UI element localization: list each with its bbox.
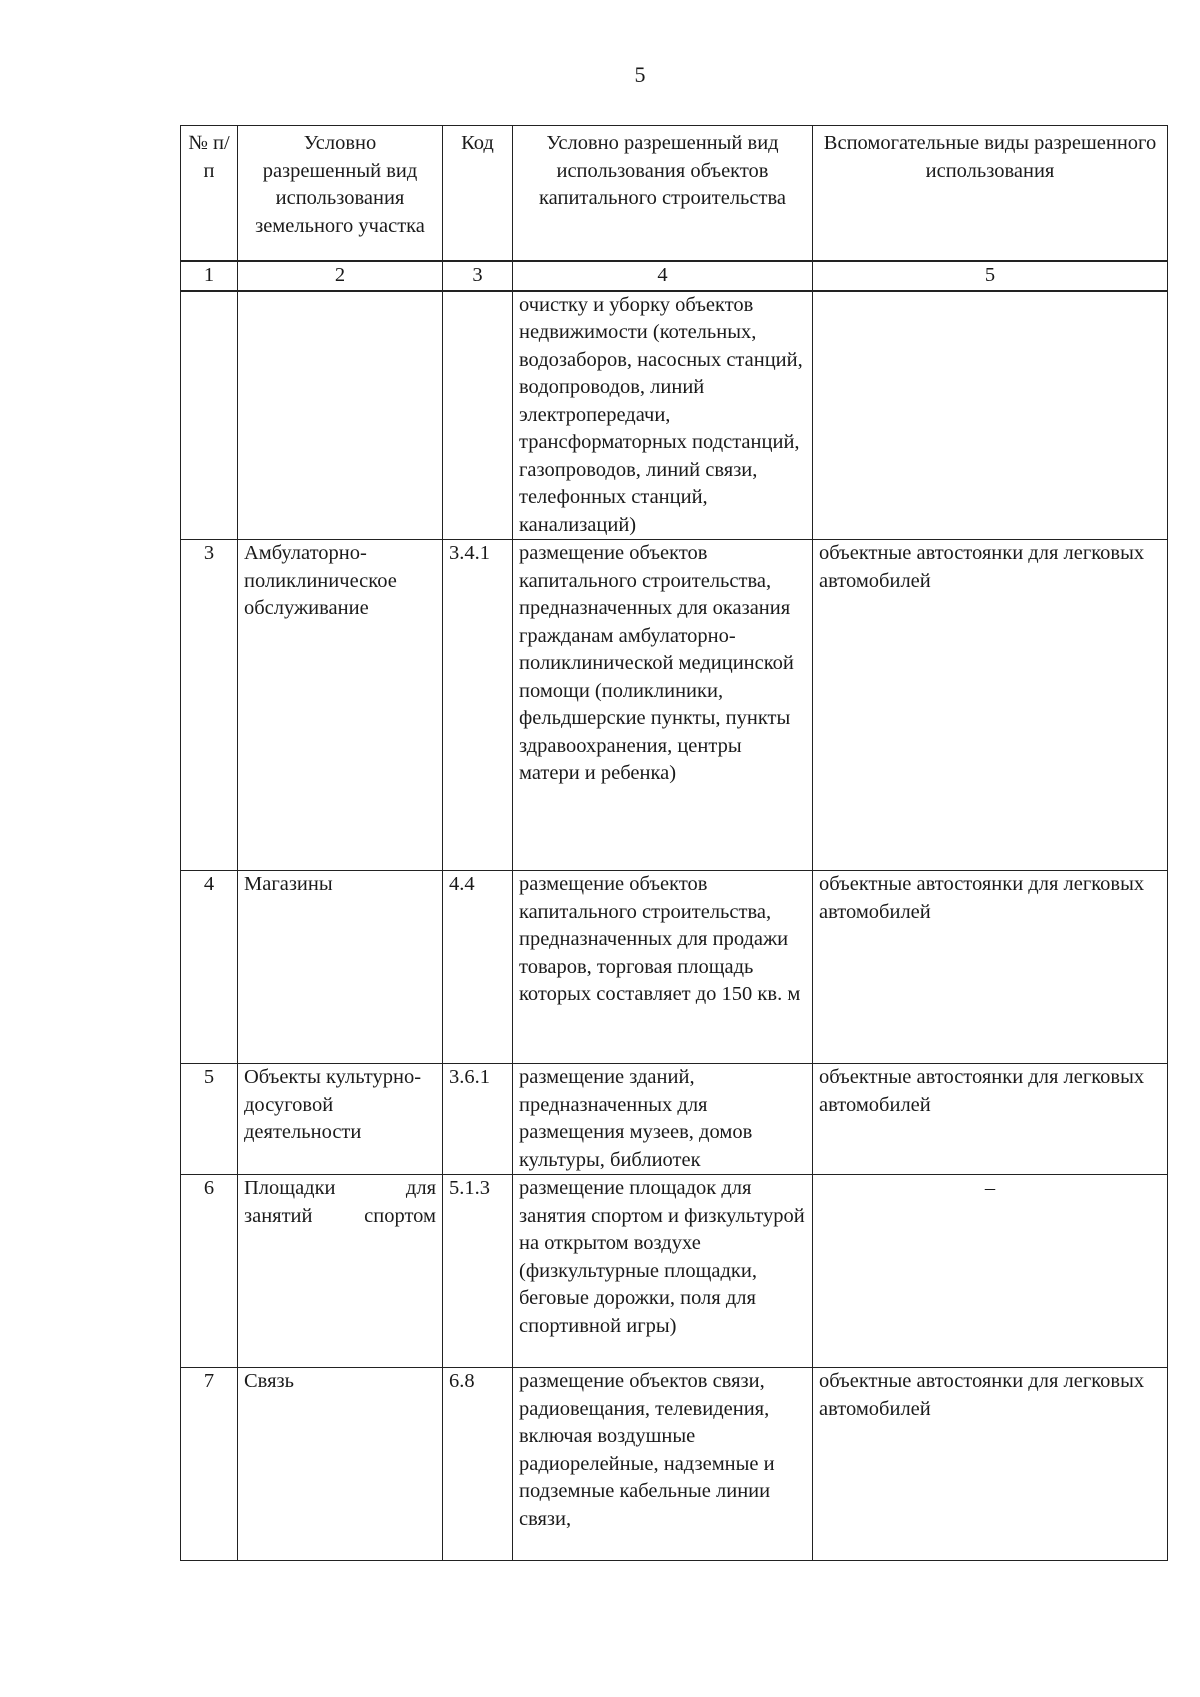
header-number: № п/п [181, 126, 238, 262]
table-row [181, 540, 1168, 871]
building-use-cell: очистку и уборку объектов недвижимости (котельных, водозаборов, насосных станций, водопроводов, линий электропередачи, трансформаторных подстанций, газопроводов, линий связи, телефонных станций, канализаций) [513, 291, 813, 540]
row-number: 6 [181, 1175, 238, 1368]
row-number [181, 291, 238, 540]
table-header-row [181, 126, 1168, 262]
code-cell: 3.6.1 [443, 1064, 513, 1175]
building-use-cell: размещение зданий, предназначенных для размещения музеев, домов культуры, библиотек [513, 1064, 813, 1175]
code-cell: 3.4.1 [443, 540, 513, 871]
column-number: 3 [443, 261, 513, 291]
land-use-cell: Объекты культурно-досуговой деятельности [238, 1064, 443, 1175]
land-use-cell: Магазины [238, 871, 443, 1064]
land-use-cell [238, 291, 443, 540]
column-number-row [181, 261, 1168, 291]
auxiliary-cell [813, 291, 1168, 540]
header-auxiliary: Вспомогательные виды разрешенного использования [813, 126, 1168, 262]
building-use-cell: размещение объектов связи, радиовещания, телевидения, включая воздушные радиорелейные, надземные и подземные кабельные линии связи, [513, 1368, 813, 1561]
code-cell: 5.1.3 [443, 1175, 513, 1368]
header-land-use: Условно разрешенный вид использования земельного участка [238, 126, 443, 262]
auxiliary-cell [813, 1175, 1168, 1368]
header-building-use: Условно разрешенный вид использования объектов капитального строительства [513, 126, 813, 262]
column-number: 2 [238, 261, 443, 291]
table-row [181, 291, 1168, 540]
table-row [181, 1368, 1168, 1561]
land-use-cell: Площадки для занятий спортом [238, 1175, 443, 1368]
row-number: 5 [181, 1064, 238, 1175]
auxiliary-cell: объектные автостоянки для легковых автомобилей [813, 1064, 1168, 1175]
auxiliary-cell: объектные автостоянки для легковых автомобилей [813, 1368, 1168, 1561]
auxiliary-cell: объектные автостоянки для легковых автомобилей [813, 540, 1168, 871]
row-number: 7 [181, 1368, 238, 1561]
page-number: 5 [634, 62, 646, 87]
land-use-cell: Связь [238, 1368, 443, 1561]
building-use-cell: размещение площадок для занятия спортом и физкультурой на открытом воздухе (физкультурные площадки, беговые дорожки, поля для спортивной игры) [513, 1175, 813, 1368]
code-cell: 4.4 [443, 871, 513, 1064]
header-code: Код [443, 126, 513, 262]
building-use-cell: размещение объектов капитального строительства, предназначенных для оказания гражданам амбулаторно-поликлинической медицинской помощи (поликлиники, фельдшерские пункты, пункты здравоохранения, центры матери и ребенка) [513, 540, 813, 871]
code-cell [443, 291, 513, 540]
land-use-table [180, 125, 1168, 1561]
table-row [181, 871, 1168, 1064]
auxiliary-cell: объектные автостоянки для легковых автомобилей [813, 871, 1168, 1064]
column-number: 4 [513, 261, 813, 291]
code-cell: 6.8 [443, 1368, 513, 1561]
building-use-cell: размещение объектов капитального строительства, предназначенных для продажи товаров, торговая площадь которых составляет до 150 кв. м [513, 871, 813, 1064]
column-number: 1 [181, 261, 238, 291]
column-number: 5 [813, 261, 1168, 291]
row-number: 4 [181, 871, 238, 1064]
row-number: 3 [181, 540, 238, 871]
table-row [181, 1064, 1168, 1175]
dash-placeholder: – [984, 1177, 996, 1199]
land-use-cell: Амбулаторно-поликлиническое обслуживание [238, 540, 443, 871]
table-row [181, 1175, 1168, 1368]
